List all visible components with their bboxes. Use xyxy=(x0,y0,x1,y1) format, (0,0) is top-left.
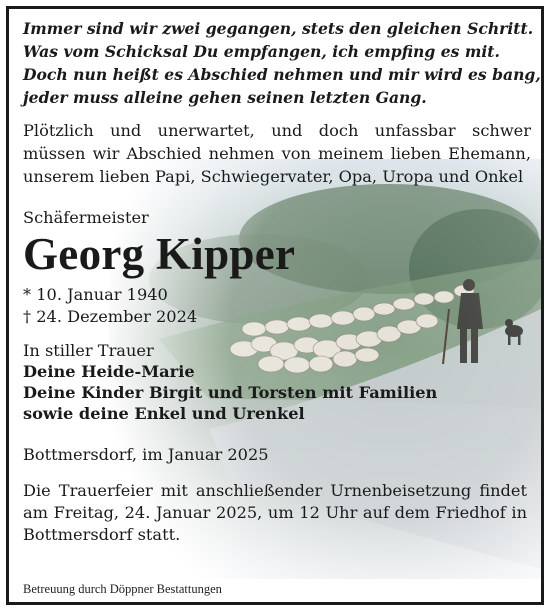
mourner-line: Deine Heide-Marie xyxy=(23,362,195,381)
mourner-line: Deine Kinder Birgit und Torsten mit Familien xyxy=(23,383,438,402)
obituary-content xyxy=(23,17,541,602)
birth-date: * 10. Januar 1940 xyxy=(23,285,168,304)
mourners xyxy=(23,340,531,424)
mourning-intro: In stiller Trauer xyxy=(23,341,154,360)
poem xyxy=(23,17,541,109)
death-date: † 24. Dezember 2024 xyxy=(23,307,198,326)
poem-line: Was vom Schicksal Du empfangen, ich empfing es mit. xyxy=(23,42,500,61)
profession: Schäfermeister xyxy=(23,208,149,227)
place-date: Bottmersdorf, im Januar 2025 xyxy=(23,445,269,464)
mourner-line: sowie deine Enkel und Urenkel xyxy=(23,404,305,423)
funeral-home-credit: Betreuung durch Döppner Bestattungen xyxy=(23,582,222,596)
poem-line: Doch nun heißt es Abschied nehmen und mir wird es bang, xyxy=(23,65,541,84)
poem-line: Immer sind wir zwei gegangen, stets den gleichen Schritt. xyxy=(23,19,534,38)
poem-line: jeder muss alleine gehen seinen letzten Gang. xyxy=(23,88,427,107)
obituary-frame xyxy=(6,6,544,605)
deceased-name: Georg Kipper xyxy=(23,229,296,279)
ceremony-info: Die Trauerfeier mit anschließender Urnenbeisetzung findet am Freitag, 24. Januar 2025, um 12 Uhr auf dem Friedhof in Bottmersdorf statt. xyxy=(23,481,527,544)
life-dates xyxy=(23,284,531,328)
intro-text: Plötzlich und unerwartet, und doch unfassbar schwer müssen wir Abschied nehmen von meinem lieben Ehemann, unserem lieben Papi, Schwiegervater, Opa, Uropa und Onkel xyxy=(23,121,531,186)
